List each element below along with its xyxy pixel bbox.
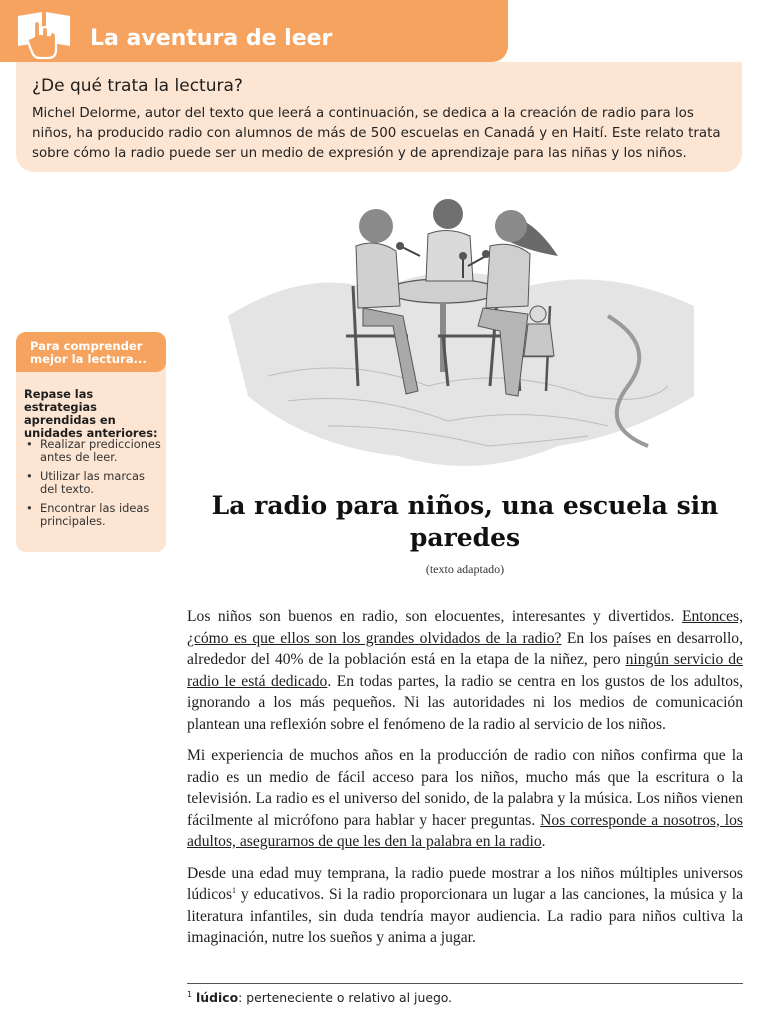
underlined-text: Nos corresponde a nosotros, los adultos, asegurarnos de que les den la palabra en la radio <box>187 811 743 850</box>
intro-heading: ¿De qué trata la lectura? <box>32 76 243 96</box>
children-radio-illustration <box>228 196 694 480</box>
intro-box <box>16 62 742 172</box>
footnote-divider <box>187 983 743 984</box>
sidebar-tab <box>16 332 166 372</box>
footnote-term: lúdico <box>196 990 239 1006</box>
article-title: La radio para niños, una escuela sin paredes <box>211 491 719 552</box>
list-item: • Utilizar las marcas del texto. <box>24 470 164 496</box>
footnote-marker: 1 <box>232 885 237 895</box>
article-subtitle: (texto adaptado) <box>425 562 505 576</box>
underlined-text: Entonces, ¿cómo es que ellos son los grandes olvidados de la radio? <box>187 608 743 647</box>
list-item: • Realizar predicciones antes de leer. <box>24 438 164 464</box>
paragraph-1: Los niños son buenos en radio, son elocuentes, interesantes y divertidos. Entonces, ¿cómo es que ellos son los grandes olvidados de la radio? En los países en desarrollo, alrededor del 40% de la población está en la etapa de la niñez, pero ningún servicio de radio le está dedicado. En todas partes, la radio se centra en los gustos de los adultos, ignorando a los más pequeños. Ni las autoridades ni los medios de comunicación plantean una reflexión sobre el fenómeno de la radio al servicio de los niños. <box>187 608 744 733</box>
book-hand-icon <box>14 2 74 60</box>
article-body <box>187 606 743 959</box>
strategy-list <box>24 438 164 534</box>
sidebar-tab-label: Para comprender mejor la lectura... <box>30 339 147 366</box>
sidebar-lead: Repase las estrategias aprendidas en unidades anteriores: <box>24 387 158 440</box>
list-item: • Encontrar las ideas principales. <box>24 502 164 528</box>
footnote-number: 1 <box>187 990 193 999</box>
paragraph-2: Mi experiencia de muchos años en la producción de radio con niños confirma que la radio es un medio de fácil acceso para los niños, mucho más que la escritura o la televisión. La radio es el universo del sonido, de la palabra y la música. Los niños vienen fácilmente al micrófono para hablar y hacer preguntas. Nos corresponde a nosotros, los adultos, asegurarnos de que les den la palabra en la radio. <box>187 747 743 850</box>
paragraph-3: Desde una edad muy temprana, la radio puede mostrar a los niños múltiples universos lúdicos$^1$ y educativos. Si la radio proporcionara un lugar a las canciones, la música y la literatura infantiles, sin duda tendría mayor audiencia. La radio para niños cultiva la imaginación, nutre los sueños y anima a jugar. <box>187 864 743 946</box>
footnote <box>187 990 743 1005</box>
header-banner <box>0 0 508 62</box>
intro-text: Michel Delorme, autor del texto que leerá a continuación, se dedica a la creación de radio para los niños, ha producido radio con alumnos de más de 500 escuelas en Canadá y en Haití. Este relato trata sobre cómo la radio puede ser un medio de expresión y de aprendizaje para las niñas y los niños. <box>32 106 721 161</box>
page-title: La aventura de leer <box>90 26 333 51</box>
reading-tips-sidebar <box>16 332 166 552</box>
underlined-text: ningún servicio de radio le está dedicado <box>187 651 743 690</box>
footnote-text: : perteneciente o relativo al juego. <box>238 990 453 1006</box>
